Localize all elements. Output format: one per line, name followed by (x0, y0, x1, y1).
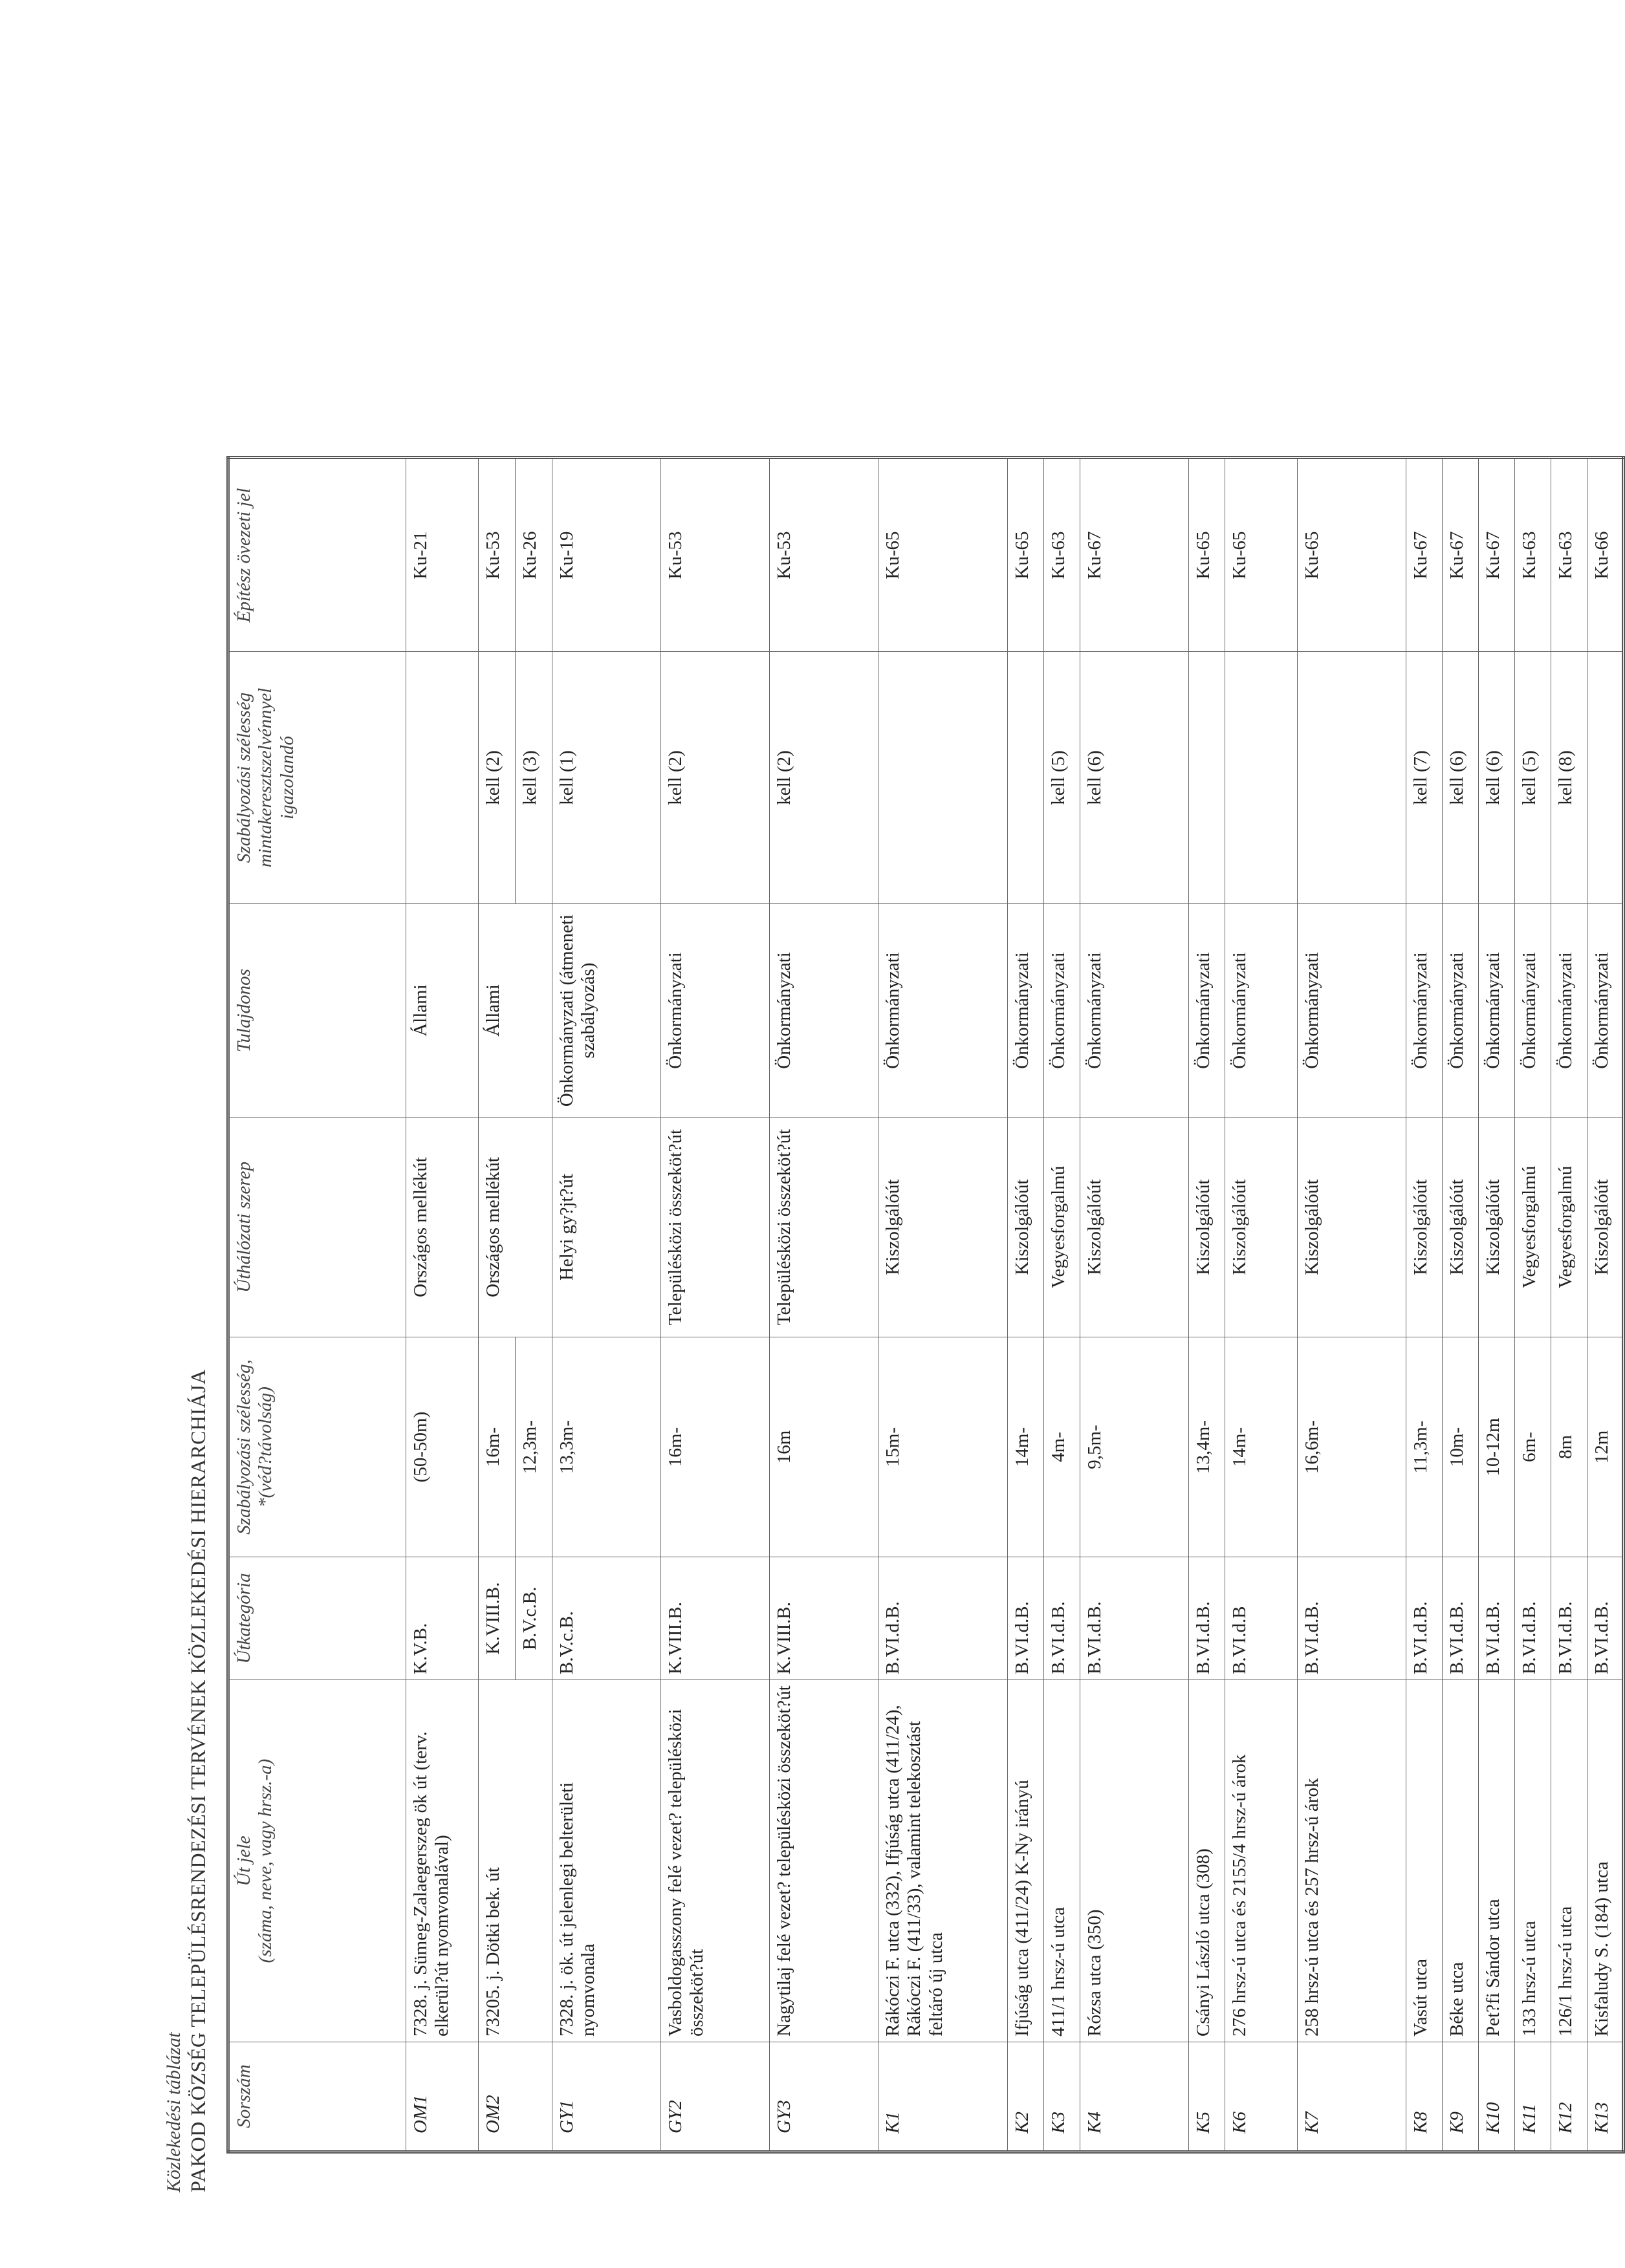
row-cross-section: kell (5) (1044, 652, 1080, 904)
row-width: 8m (1551, 1337, 1587, 1557)
row-road-name: 7328. j. Sümeg-Zalaegerszeg ök út (terv. elkerül?út nyomvonalával) (406, 1680, 479, 2042)
row-id: GY3 (770, 2042, 878, 2152)
row-owner: Önkormányzati (1008, 904, 1044, 1118)
row-cross-section (1189, 652, 1225, 904)
row-id: GY2 (661, 2042, 770, 2152)
row-network-role: Kiszolgálóút (1443, 1118, 1479, 1337)
row-id: K8 (1406, 2042, 1443, 2152)
row-road-name: 276 hrsz-ú utca és 2155/4 hrsz-ú árok (1225, 1680, 1298, 2042)
row-road-name: Kisfaludy S. (184) utca (1587, 1680, 1624, 2042)
table-header-row (228, 458, 406, 2152)
row-id: K1 (878, 2042, 1008, 2152)
row-zone-code: Ku-67 (1406, 458, 1443, 652)
table-row (770, 458, 878, 2152)
row-cross-section-secondary: kell (3) (519, 750, 540, 805)
row-category: K.VIII.B. (661, 1557, 770, 1680)
row-owner: Önkormányzati (1044, 904, 1080, 1118)
rotated-page (149, 239, 1612, 2205)
row-id: K2 (1008, 2042, 1044, 2152)
table-row (878, 458, 1008, 2152)
row-zone-code: Ku-63 (1044, 458, 1080, 652)
row-cross-section: kell (6) (1080, 652, 1189, 904)
row-id: K9 (1443, 2042, 1479, 2152)
row-zone-code: Ku-67 (1479, 458, 1515, 652)
row-cross-section: kell (7) (1406, 652, 1443, 904)
row-category: B.VI.d.B. (1008, 1557, 1044, 1680)
row-cross-section: kell (6) (1443, 652, 1479, 904)
table-row (1443, 458, 1479, 2152)
table-row (406, 458, 479, 2152)
row-owner: Állami (406, 904, 479, 1118)
table-row (479, 458, 552, 2152)
row-width: 11,3m- (1406, 1337, 1443, 1557)
header-epitesz-ovezeti-jel: Építész övezeti jel (228, 458, 406, 652)
row-road-name: Nagytilaj felé vezet? településközi összeköt?út (770, 1680, 878, 2042)
row-owner: Önkormányzati (1189, 904, 1225, 1118)
row-owner: Önkormányzati (átmeneti szabályozás) (552, 904, 661, 1118)
row-road-name: 7328. j. ök. út jelenlegi belterületi nyomvonala (552, 1680, 661, 2042)
row-zone-code: Ku-21 (406, 458, 479, 652)
row-id: K13 (1587, 2042, 1624, 2152)
table-row (552, 458, 661, 2152)
row-network-role: Kiszolgálóút (1406, 1118, 1443, 1337)
row-road-name: Ifjúság utca (411/24) K-Ny irányú (1008, 1680, 1044, 2042)
row-category: B.V.c.B. (552, 1557, 661, 1680)
row-road-name: Vasboldogasszony felé vezet? településközi összeköt?út (661, 1680, 770, 2042)
row-category: B.VI.d.B. (1443, 1557, 1479, 1680)
table-row (1189, 458, 1225, 2152)
row-network-role: Vegyesforgalmú (1551, 1118, 1587, 1337)
row-category: B.VI.d.B (1225, 1557, 1298, 1680)
row-width: 16,6m- (1298, 1337, 1406, 1557)
row-category: B.VI.d.B. (1515, 1557, 1551, 1680)
row-width: 16m- (661, 1337, 770, 1557)
row-cross-section (1225, 652, 1298, 904)
header-szabalyozasi-szelesseg: Szabályozási szélesség, *(véd?távolság) (228, 1337, 406, 1557)
row-id: K7 (1298, 2042, 1406, 2152)
table-body (406, 458, 1624, 2152)
row-road-name: Pet?fi Sándor utca (1479, 1680, 1515, 2042)
row-id: K10 (1479, 2042, 1515, 2152)
row-network-role: Vegyesforgalmú (1044, 1118, 1080, 1337)
row-id: K6 (1225, 2042, 1298, 2152)
row-network-role: Településközi összeköt?út (770, 1118, 878, 1337)
header-ut-jele: Út jele (száma, neve, vagy hrsz.-a) (228, 1680, 406, 2042)
row-id: K12 (1551, 2042, 1587, 2152)
row-cross-section: kell (6) (1479, 652, 1515, 904)
row-width: 13,3m- (552, 1337, 661, 1557)
row-zone-code-primary: Ku-53 (479, 459, 516, 651)
row-cross-section: kell (8) (1551, 652, 1587, 904)
table-row (1080, 458, 1189, 2152)
row-width: 12m (1587, 1337, 1624, 1557)
row-road-name: Rózsa utca (350) (1080, 1680, 1189, 2042)
row-road-name: Csányi László utca (308) (1189, 1680, 1225, 2042)
row-owner: Állami (479, 904, 552, 1118)
row-category: K.V.B. (406, 1557, 479, 1680)
row-width: 4m- (1044, 1337, 1080, 1557)
header-sorszam: Sorszám (228, 2042, 406, 2152)
row-id: OM1 (406, 2042, 479, 2152)
row-category: B.VI.d.B. (1189, 1557, 1225, 1680)
row-category: B.VI.d.B. (1587, 1557, 1624, 1680)
row-network-role: Kiszolgálóút (1189, 1118, 1225, 1337)
row-category (479, 1557, 552, 1680)
row-cross-section (1298, 652, 1406, 904)
row-width: 10m- (1443, 1337, 1479, 1557)
table-row (1406, 458, 1443, 2152)
row-category: B.VI.d.B. (1080, 1557, 1189, 1680)
row-cross-section (479, 652, 552, 904)
row-owner: Önkormányzati (1225, 904, 1298, 1118)
row-category: B.VI.d.B. (1298, 1557, 1406, 1680)
row-cross-section-primary: kell (2) (479, 652, 516, 903)
table-row (1551, 458, 1587, 2152)
row-id: K3 (1044, 2042, 1080, 2152)
row-road-name: 126/1 hrsz-ú utca (1551, 1680, 1587, 2042)
row-owner: Önkormányzati (878, 904, 1008, 1118)
row-id: K5 (1189, 2042, 1225, 2152)
row-owner: Önkormányzati (1406, 904, 1443, 1118)
row-width: 14m- (1008, 1337, 1044, 1557)
row-network-role: Kiszolgálóút (1479, 1118, 1515, 1337)
row-width: 10-12m (1479, 1337, 1515, 1557)
table-row (1515, 458, 1551, 2152)
row-network-role: Településközi összeköt?út (661, 1118, 770, 1337)
row-cross-section (1587, 652, 1624, 904)
row-zone-code: Ku-67 (1080, 458, 1189, 652)
row-road-name: 258 hrsz-ú utca és 257 hrsz-ú árok (1298, 1680, 1406, 2042)
header-utkategoria: Útkategória (228, 1557, 406, 1680)
row-zone-code: Ku-65 (878, 458, 1008, 652)
row-category: B.VI.d.B. (1551, 1557, 1587, 1680)
row-width: 15m- (878, 1337, 1008, 1557)
road-hierarchy-table (226, 456, 1625, 2154)
row-cross-section: kell (2) (770, 652, 878, 904)
row-width: 9,5m- (1080, 1337, 1189, 1557)
row-network-role: Kiszolgálóút (878, 1118, 1008, 1337)
row-cross-section: kell (1) (552, 652, 661, 904)
row-id: GY1 (552, 2042, 661, 2152)
row-owner: Önkormányzati (661, 904, 770, 1118)
row-cross-section (406, 652, 479, 904)
table-row (1479, 458, 1515, 2152)
row-width-primary: 16m- (479, 1337, 516, 1557)
row-network-role: Kiszolgálóút (1080, 1118, 1189, 1337)
table-row (1044, 458, 1080, 2152)
row-network-role: Kiszolgálóút (1587, 1118, 1624, 1337)
row-owner: Önkormányzati (1479, 904, 1515, 1118)
row-owner: Önkormányzati (1551, 904, 1587, 1118)
row-width (479, 1337, 552, 1557)
row-id: K4 (1080, 2042, 1189, 2152)
row-road-name: Vasút utca (1406, 1680, 1443, 2042)
row-zone-code: Ku-65 (1189, 458, 1225, 652)
header-mintakeresztszelveny: Szabályozási szélesség mintakeresztszelvénnyel igazolandó (228, 652, 406, 904)
row-road-name: Béke utca (1443, 1680, 1479, 2042)
row-zone-code: Ku-53 (770, 458, 878, 652)
row-zone-code: Ku-65 (1225, 458, 1298, 652)
row-cross-section: kell (2) (661, 652, 770, 904)
row-id: K11 (1515, 2042, 1551, 2152)
row-category-secondary: B.V.c.B. (519, 1586, 540, 1650)
table-row (661, 458, 770, 2152)
table-row (1008, 458, 1044, 2152)
row-road-name: 73205. j. Dötki bek. út (479, 1680, 552, 2042)
row-zone-code-secondary: Ku-26 (519, 531, 540, 579)
row-category: K.VIII.B. (770, 1557, 878, 1680)
row-zone-code: Ku-19 (552, 458, 661, 652)
row-category: B.VI.d.B. (1479, 1557, 1515, 1680)
row-network-role: Kiszolgálóút (1008, 1118, 1044, 1337)
row-owner: Önkormányzati (1587, 904, 1624, 1118)
row-road-name: 133 hrsz-ú utca (1515, 1680, 1551, 2042)
header-tulajdonos: Tulajdonos (228, 904, 406, 1118)
row-zone-code: Ku-67 (1443, 458, 1479, 652)
row-network-role: Kiszolgálóút (1225, 1118, 1298, 1337)
row-zone-code: Ku-53 (661, 458, 770, 652)
row-network-role: Kiszolgálóút (1298, 1118, 1406, 1337)
row-width-secondary: 12,3m- (519, 1420, 540, 1474)
table-row (1587, 458, 1624, 2152)
row-width: 16m (770, 1337, 878, 1557)
row-network-role: Helyi gy?jt?út (552, 1118, 661, 1337)
row-network-role: Országos mellékút (406, 1118, 479, 1337)
document-title: PAKOD KÖZSÉG TELEPÜLÉSRENDEZÉSI TERVÉNEK KÖZLEKEDÉSI HIERARCHIÁJA (186, 1369, 210, 2192)
row-road-name: Rákóczi F. utca (332), Ifjúság utca (411/24), Rákóczi F. (411/33), valamint telekosztást feltáró új utca (878, 1680, 1008, 2042)
row-network-role: Országos mellékút (479, 1118, 552, 1337)
row-category: B.VI.d.B. (1406, 1557, 1443, 1680)
row-cross-section (1008, 652, 1044, 904)
table-row (1298, 458, 1406, 2152)
row-owner: Önkormányzati (1443, 904, 1479, 1118)
row-zone-code: Ku-65 (1298, 458, 1406, 652)
header-uthalozati-szerep: Úthálózati szerep (228, 1118, 406, 1337)
row-width: 6m- (1515, 1337, 1551, 1557)
row-width: 13,4m- (1189, 1337, 1225, 1557)
row-width: (50-50m) (406, 1337, 479, 1557)
row-zone-code: Ku-63 (1515, 458, 1551, 652)
row-category-primary: K.VIII.B. (479, 1557, 516, 1679)
row-owner: Önkormányzati (1080, 904, 1189, 1118)
table-row (1225, 458, 1298, 2152)
row-id: OM2 (479, 2042, 552, 2152)
row-road-name: 411/1 hrsz-ú utca (1044, 1680, 1080, 2042)
row-cross-section: kell (5) (1515, 652, 1551, 904)
row-cross-section (878, 652, 1008, 904)
row-network-role: Vegyesforgalmú (1515, 1118, 1551, 1337)
document-subtitle: Közlekedési táblázat (163, 2032, 184, 2192)
row-width: 14m- (1225, 1337, 1298, 1557)
row-zone-code: Ku-66 (1587, 458, 1624, 652)
row-category: B.VI.d.B. (1044, 1557, 1080, 1680)
row-zone-code (479, 458, 552, 652)
row-owner: Önkormányzati (1515, 904, 1551, 1118)
row-owner: Önkormányzati (1298, 904, 1406, 1118)
row-zone-code: Ku-65 (1008, 458, 1044, 652)
row-zone-code: Ku-63 (1551, 458, 1587, 652)
row-owner: Önkormányzati (770, 904, 878, 1118)
row-category: B.VI.d.B. (878, 1557, 1008, 1680)
